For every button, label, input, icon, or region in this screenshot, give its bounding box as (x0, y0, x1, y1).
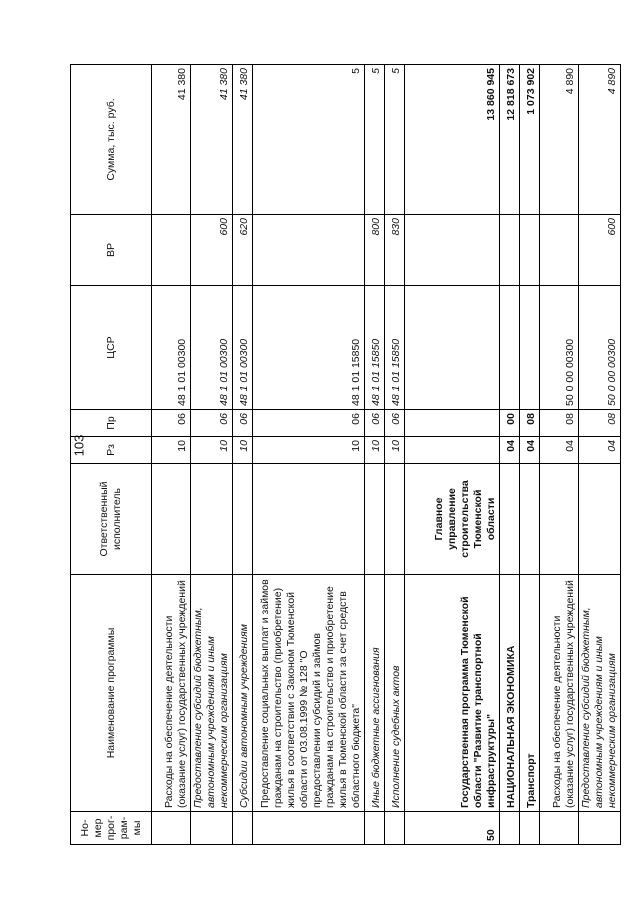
cell-executor (233, 464, 253, 575)
table-row (385, 65, 405, 845)
cell-rz: 10 (385, 437, 405, 464)
cell-rz: 04 (500, 437, 520, 464)
cell-vr (405, 215, 500, 286)
cell-name: Предоставление субсидий бюджетным, автономным учреждениям и иным некоммерческим организациям (579, 575, 621, 812)
cell-name: Транспорт (520, 575, 540, 812)
cell-number (520, 812, 540, 845)
cell-rz: 10 (365, 437, 385, 464)
cell-vr: 600 (579, 215, 621, 286)
cell-csr: 50 0 00 00300 (540, 286, 579, 410)
cell-pr: 06 (191, 410, 233, 437)
cell-rz: 10 (191, 437, 233, 464)
cell-pr: 06 (253, 410, 365, 437)
cell-executor: Главное управление строительства Тюменской области (405, 464, 500, 575)
cell-csr: 48 1 01 00300 (152, 286, 191, 410)
page-number: 103 (71, 434, 87, 457)
cell-csr: 48 1 01 15850 (365, 286, 385, 410)
cell-csr: 50 0 00 00300 (579, 286, 621, 410)
cell-pr: 08 (540, 410, 579, 437)
cell-vr (540, 215, 579, 286)
table-row (540, 65, 579, 845)
cell-vr: 830 (385, 215, 405, 286)
cell-sum: 5 (253, 65, 365, 215)
table-row (365, 65, 385, 845)
cell-number (579, 812, 621, 845)
table-row (152, 65, 191, 845)
cell-pr: 06 (365, 410, 385, 437)
cell-sum: 41 380 (191, 65, 233, 215)
col-header-csr: ЦСР (71, 286, 152, 410)
table-row (405, 65, 500, 845)
cell-executor (500, 464, 520, 575)
cell-executor (385, 464, 405, 575)
cell-name: Расходы на обеспечение деятельности (оказание услуг) государственных учреждений (540, 575, 579, 812)
cell-name: Расходы на обеспечение деятельности (оказание услуг) государственных учреждений (152, 575, 191, 812)
cell-rz: 04 (520, 437, 540, 464)
cell-name: Субсидии автономным учреждениям (233, 575, 253, 812)
col-header-executor: Ответственный исполнитель (71, 464, 152, 575)
cell-number (365, 812, 385, 845)
cell-number: 50 (405, 812, 500, 845)
col-header-pr: Пр (71, 410, 152, 437)
table-row (520, 65, 540, 845)
table-row (191, 65, 233, 845)
budget-table-frame (70, 65, 618, 845)
cell-name: Предоставление субсидий бюджетным, автономным учреждениям и иным некоммерческим организациям (191, 575, 233, 812)
cell-csr (500, 286, 520, 410)
cell-vr: 800 (365, 215, 385, 286)
cell-name: Исполнение судебных актов (385, 575, 405, 812)
cell-name: Государственная программа Тюменской области "Развитие транспортной инфраструктуры" (405, 575, 500, 812)
cell-executor (365, 464, 385, 575)
cell-rz: 10 (152, 437, 191, 464)
cell-executor (152, 464, 191, 575)
cell-pr (405, 410, 500, 437)
cell-sum: 13 860 945 (405, 65, 500, 215)
cell-csr: 48 1 01 15850 (385, 286, 405, 410)
cell-rz (405, 437, 500, 464)
cell-vr (500, 215, 520, 286)
cell-pr: 06 (385, 410, 405, 437)
cell-vr (520, 215, 540, 286)
col-header-vr: ВР (71, 215, 152, 286)
cell-pr: 08 (520, 410, 540, 437)
cell-executor (540, 464, 579, 575)
table-row (579, 65, 621, 845)
cell-pr: 06 (152, 410, 191, 437)
cell-rz: 10 (233, 437, 253, 464)
cell-number (191, 812, 233, 845)
cell-executor (579, 464, 621, 575)
rotated-page (70, 65, 618, 845)
cell-sum: 41 380 (152, 65, 191, 215)
cell-number (152, 812, 191, 845)
cell-rz: 04 (540, 437, 579, 464)
cell-pr: 00 (500, 410, 520, 437)
cell-vr: 600 (191, 215, 233, 286)
cell-rz: 10 (253, 437, 365, 464)
table-row (233, 65, 253, 845)
cell-number (233, 812, 253, 845)
cell-name: Иные бюджетные ассигнования (365, 575, 385, 812)
cell-name: НАЦИОНАЛЬНАЯ ЭКОНОМИКА (500, 575, 520, 812)
cell-vr (253, 215, 365, 286)
col-header-sum: Сумма, тыс. руб. (71, 65, 152, 215)
col-header-rz: Рз (71, 437, 152, 464)
cell-sum: 4 890 (579, 65, 621, 215)
cell-vr: 620 (233, 215, 253, 286)
cell-executor (520, 464, 540, 575)
table-row (500, 65, 520, 845)
cell-sum: 12 818 673 (500, 65, 520, 215)
cell-executor (191, 464, 233, 575)
cell-number (253, 812, 365, 845)
cell-sum: 4 890 (540, 65, 579, 215)
cell-csr: 48 1 01 00300 (233, 286, 253, 410)
table-header-row (71, 65, 152, 845)
table-row (253, 65, 365, 845)
cell-pr: 06 (233, 410, 253, 437)
col-header-name: Наименование программы (71, 575, 152, 812)
cell-rz: 04 (579, 437, 621, 464)
cell-sum: 1 073 902 (520, 65, 540, 215)
cell-csr: 48 1 01 00300 (191, 286, 233, 410)
cell-sum: 5 (385, 65, 405, 215)
col-header-number: Но-мер прог-рам-мы (71, 812, 152, 845)
budget-table (70, 64, 621, 845)
cell-csr: 48 1 01 15850 (253, 286, 365, 410)
cell-executor (253, 464, 365, 575)
cell-sum: 5 (365, 65, 385, 215)
cell-csr (520, 286, 540, 410)
cell-number (500, 812, 520, 845)
cell-vr (152, 215, 191, 286)
cell-number (540, 812, 579, 845)
cell-pr: 08 (579, 410, 621, 437)
cell-csr (405, 286, 500, 410)
cell-sum: 41 380 (233, 65, 253, 215)
cell-name: Предоставление социальных выплат и займов гражданам на строительство (приобретение) жилья в соответствии с Законом Тюменской области от 03.08.1999 № 128 "О предоставлении субсидий и займов гражданам на строительство и приобретение жилья в Тюменской области за счет средств областного бюджета" (253, 575, 365, 812)
cell-number (385, 812, 405, 845)
